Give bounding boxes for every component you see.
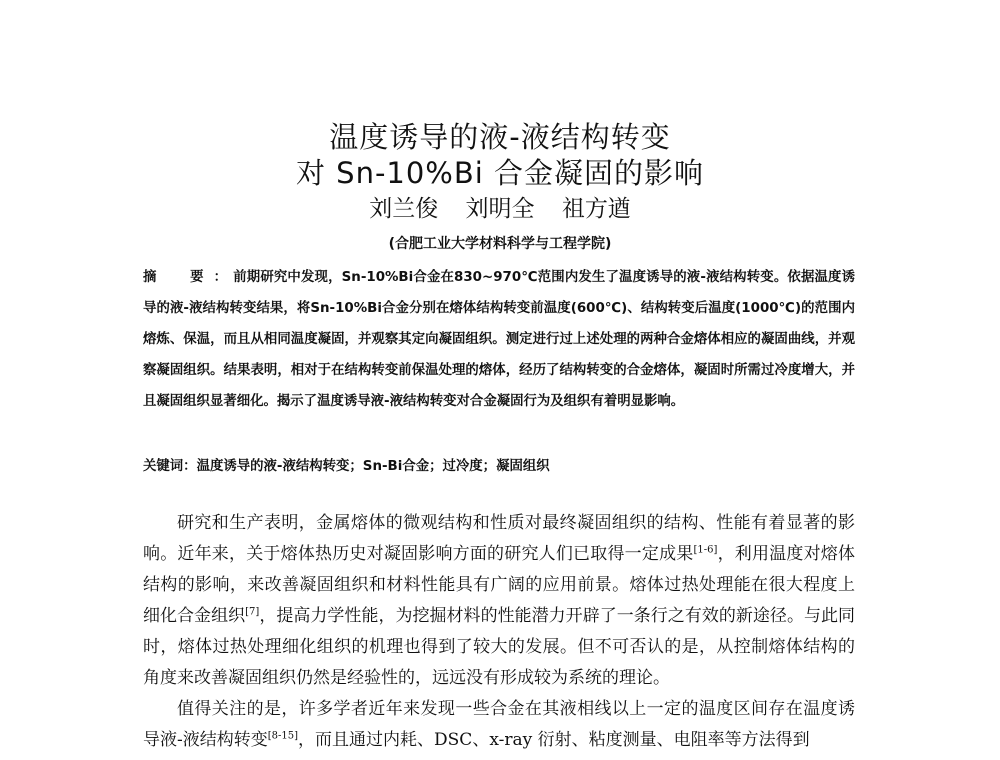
author-name: 祖方遒 (561, 196, 631, 222)
citation: [7] (245, 606, 260, 618)
body-text-run: ，利用温度对熔体结构的影响，来改善凝固组织和材料性能具有广阔的应用前景。熔体过热处理能在很大程度上细化合金组织 (143, 544, 856, 626)
keywords-text: 温度诱导的液-液结构转变；Sn-Bi合金；过冷度；凝固组织 (196, 459, 550, 474)
keywords-label: 关键词： (143, 459, 197, 474)
citation: [8-15] (267, 730, 299, 742)
keywords (143, 455, 855, 474)
abstract (143, 262, 855, 417)
abstract-text: 前期研究中发现，Sn-10%Bi合金在830~970℃范围内发生了温度诱导的液-液结构转变。依据温度诱导的液-液结构转变结果，将Sn-10%Bi合金分别在熔体结构转变前温度(600℃)、结构转变后温度(1000℃)的范围内熔炼、保温，而且从相同温度凝固，并观察其定向凝固组织。测定进行过上述处理的两种合金熔体相应的凝固曲线，并观察凝固组织。结果表明，相对于在结构转变前保温处理的熔体，经历了结构转变的合金熔体，凝固时所需过冷度增大，并且凝固组织显著细化。揭示了温度诱导液-液结构转变对合金凝固行为及组织有着明显影响。 (143, 270, 855, 409)
body-text (143, 508, 855, 756)
body-text-run: 研究和生产表明，金属熔体的微观结构和性质对最终凝固组织的结构、性能有着显著的影响。近年来，关于熔体热历史对凝固影响方面的研究人们已取得一定成果 (143, 513, 855, 564)
body-text-run: ，提高力学性能，为挖掘材料的性能潜力开辟了一条行之有效的新途径。与此同时，熔体过热处理细化组织的机理也得到了较大的发展。但不可否认的是，从控制熔体结构的角度来改善凝固组织仍然是经验性的，远远没有形成较为系统的理论。 (143, 606, 856, 688)
body-text-run: 值得关注的是，许多学者近年来发现一些合金在其液相线以上一定的温度区间存在温度诱导液-液结构转变 (143, 699, 855, 750)
paper-title-line-2: 对 Sn-10%Bi 合金凝固的影响 (295, 156, 705, 190)
affiliation: (合肥工业大学材料科学与工程学院) (388, 236, 612, 252)
body-paragraph (143, 508, 855, 694)
author-name: 刘兰俊 (369, 196, 439, 222)
body-paragraph (143, 694, 855, 756)
author-name: 刘明全 (465, 196, 535, 222)
author-list (0, 190, 1000, 223)
abstract-label: 摘 要： (143, 270, 238, 285)
paper-title-line-1: 温度诱导的液-液结构转变 (329, 120, 671, 154)
citation: [1-6] (693, 544, 718, 556)
body-text-run: ，而且通过内耗、DSC、x-ray 衍射、粘度测量、电阻率等方法得到 (298, 730, 810, 750)
